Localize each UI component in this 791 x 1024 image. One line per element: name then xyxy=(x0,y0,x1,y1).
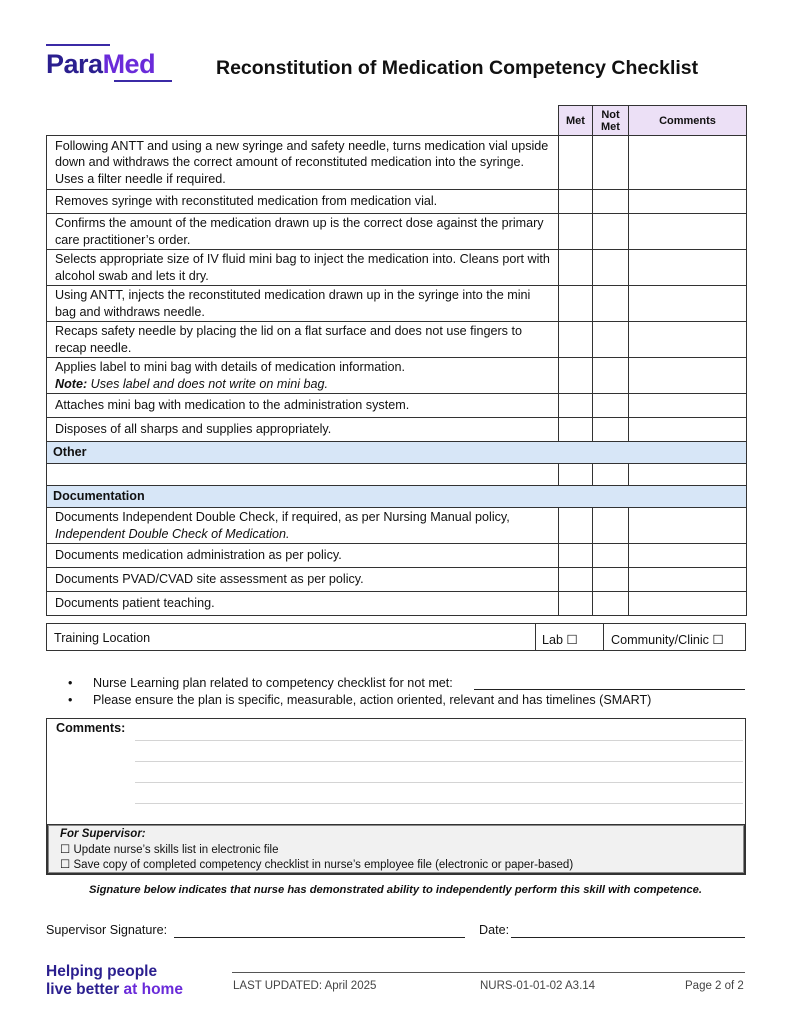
page-number: Page 2 of 2 xyxy=(685,980,744,992)
table-row xyxy=(47,214,747,250)
lab-checkbox[interactable]: ☐ xyxy=(566,632,578,647)
comments-cell[interactable] xyxy=(629,214,747,250)
table-row xyxy=(47,508,747,544)
not-met-cell[interactable] xyxy=(593,322,629,358)
policy-name: Independent Double Check of Medication. xyxy=(55,526,290,541)
task-cell xyxy=(47,508,559,544)
section-header-documentation xyxy=(47,486,747,508)
logo-bottom-bar xyxy=(114,80,172,82)
table-row xyxy=(47,190,747,214)
note-text: Uses label and does not write on mini bag. xyxy=(87,376,329,391)
task-cell[interactable] xyxy=(47,464,559,486)
logo-para: Para xyxy=(46,49,103,79)
not-met-cell[interactable] xyxy=(593,190,629,214)
supervisor-heading: For Supervisor: xyxy=(60,828,146,840)
not-met-cell[interactable] xyxy=(593,136,629,190)
slogan-line1: Helping people xyxy=(46,963,158,980)
comment-line[interactable] xyxy=(135,782,743,783)
comments-cell[interactable] xyxy=(629,508,747,544)
comment-line[interactable] xyxy=(135,740,743,741)
task-text: Documents PVAD/CVAD site assessment as per policy. xyxy=(47,568,559,592)
table-row xyxy=(47,544,747,568)
comments-cell[interactable] xyxy=(629,418,747,442)
comments-cell[interactable] xyxy=(629,286,747,322)
table-row xyxy=(47,592,747,616)
footer-divider xyxy=(232,972,745,973)
met-header: Met xyxy=(559,106,593,136)
slogan-accent: at home xyxy=(123,981,183,998)
bullet-item: • Please ensure the plan is specific, measurable, action oriented, relevant and has timelines (SMART) xyxy=(68,693,652,707)
last-updated: LAST UPDATED: April 2025 xyxy=(233,980,377,992)
document-code: NURS-01-01-02 A3.14 xyxy=(480,980,596,992)
learning-plan-bullets xyxy=(68,675,651,709)
lab-option[interactable]: Lab ☐ xyxy=(542,632,578,647)
slogan-line2: live better xyxy=(46,981,124,998)
comment-line[interactable] xyxy=(135,803,743,804)
slogan xyxy=(46,963,183,999)
paramed-logo xyxy=(46,44,176,84)
not-met-cell[interactable] xyxy=(593,592,629,616)
community-clinic-checkbox[interactable]: ☐ xyxy=(712,632,724,647)
note-label: Note: xyxy=(55,376,88,391)
comments-cell[interactable] xyxy=(629,358,747,394)
met-cell[interactable] xyxy=(559,394,593,418)
task-text: Applies label to mini bag with details of medication information. xyxy=(55,360,406,374)
not-met-cell[interactable] xyxy=(593,250,629,286)
signature-note: Signature below indicates that nurse has demonstrated ability to independently perform this skill with competence. xyxy=(89,884,702,896)
not-met-cell[interactable] xyxy=(593,464,629,486)
table-row xyxy=(47,358,747,394)
task-text: Documents Independent Double Check, if required, as per Nursing Manual policy, xyxy=(55,510,510,524)
comments-label: Comments: xyxy=(56,721,126,735)
table-row xyxy=(47,136,747,190)
supervisor-signature-line[interactable] xyxy=(174,937,465,938)
met-cell[interactable] xyxy=(559,464,593,486)
training-location-label: Training Location xyxy=(54,631,151,645)
not-met-cell[interactable] xyxy=(593,568,629,592)
task-text: Recaps safety needle by placing the lid on a flat surface and does not use fingers to recap needle. xyxy=(47,322,559,358)
met-cell[interactable] xyxy=(559,322,593,358)
task-text: Disposes of all sharps and supplies appropriately. xyxy=(47,418,559,442)
met-cell[interactable] xyxy=(559,214,593,250)
not-met-cell[interactable] xyxy=(593,394,629,418)
task-text: Attaches mini bag with medication to the administration system. xyxy=(47,394,559,418)
not-met-cell[interactable] xyxy=(593,358,629,394)
task-cell xyxy=(47,358,559,394)
documentation-header: Documentation xyxy=(47,486,747,508)
table-row xyxy=(47,464,747,486)
table-row xyxy=(47,394,747,418)
task-text: Using ANTT, injects the reconstituted medication drawn up in the syringe into the mini bag and withdraws needle. xyxy=(47,286,559,322)
bullet-item: • Nurse Learning plan related to competency checklist for not met: xyxy=(68,676,453,690)
comments-cell[interactable] xyxy=(629,464,747,486)
comments-cell[interactable] xyxy=(629,322,747,358)
competency-checklist-table xyxy=(46,105,747,616)
training-location-row xyxy=(46,623,746,651)
task-text: Following ANTT and using a new syringe and safety needle, turns medication vial upside down and withdraws the correct amount of reconstituted medication into the syringe. Uses a filter needle if required. xyxy=(47,136,559,190)
table-row xyxy=(47,286,747,322)
supervisor-signature-label: Supervisor Signature: xyxy=(46,923,168,937)
comments-cell[interactable] xyxy=(629,394,747,418)
not-met-header: Not Met xyxy=(593,106,629,136)
table-row xyxy=(47,418,747,442)
comments-cell[interactable] xyxy=(629,544,747,568)
not-met-cell[interactable] xyxy=(593,418,629,442)
supervisor-box xyxy=(47,824,745,874)
not-met-cell[interactable] xyxy=(593,214,629,250)
met-cell[interactable] xyxy=(559,358,593,394)
met-cell[interactable] xyxy=(559,592,593,616)
comments-header: Comments xyxy=(629,106,747,136)
comments-box xyxy=(46,718,746,875)
task-text: Confirms the amount of the medication drawn up is the correct dose against the primary care practitioner’s order. xyxy=(47,214,559,250)
comment-line[interactable] xyxy=(135,761,743,762)
task-text: Selects appropriate size of IV fluid mini bag to inject the medication into. Cleans port with alcohol swab and lets it dry. xyxy=(47,250,559,286)
table-row xyxy=(47,568,747,592)
not-met-cell[interactable] xyxy=(593,508,629,544)
comments-cell[interactable] xyxy=(629,136,747,190)
met-cell[interactable] xyxy=(559,544,593,568)
community-clinic-option[interactable]: Community/Clinic ☐ xyxy=(611,632,724,647)
met-cell[interactable] xyxy=(559,508,593,544)
comments-cell[interactable] xyxy=(629,250,747,286)
table-header-row xyxy=(47,106,747,136)
met-cell[interactable] xyxy=(559,568,593,592)
met-cell[interactable] xyxy=(559,190,593,214)
met-cell[interactable] xyxy=(559,286,593,322)
met-cell[interactable] xyxy=(559,250,593,286)
not-met-cell[interactable] xyxy=(593,286,629,322)
met-cell[interactable] xyxy=(559,136,593,190)
supervisor-item-update-skills[interactable]: ☐ Update nurse’s skills list in electronic file xyxy=(60,844,279,856)
task-text: Removes syringe with reconstituted medication from medication vial. xyxy=(47,190,559,214)
section-header-other xyxy=(47,442,747,464)
met-cell[interactable] xyxy=(559,418,593,442)
comments-cell[interactable] xyxy=(629,568,747,592)
task-text: Documents medication administration as per policy. xyxy=(47,544,559,568)
logo-med: Med xyxy=(102,49,156,79)
supervisor-item-save-copy[interactable]: ☐ Save copy of completed competency checklist in nurse’s employee file (electronic or paper-based) xyxy=(60,859,574,871)
learning-plan-entry-line[interactable] xyxy=(474,689,745,690)
comments-cell[interactable] xyxy=(629,592,747,616)
date-line[interactable] xyxy=(511,937,745,938)
task-text: Documents patient teaching. xyxy=(47,592,559,616)
date-label: Date: xyxy=(479,923,510,937)
other-header: Other xyxy=(47,442,747,464)
table-row xyxy=(47,250,747,286)
logo-top-bar xyxy=(46,44,110,46)
page-title: Reconstitution of Medication Competency Checklist xyxy=(216,57,699,79)
comments-cell[interactable] xyxy=(629,190,747,214)
table-row xyxy=(47,322,747,358)
not-met-cell[interactable] xyxy=(593,544,629,568)
